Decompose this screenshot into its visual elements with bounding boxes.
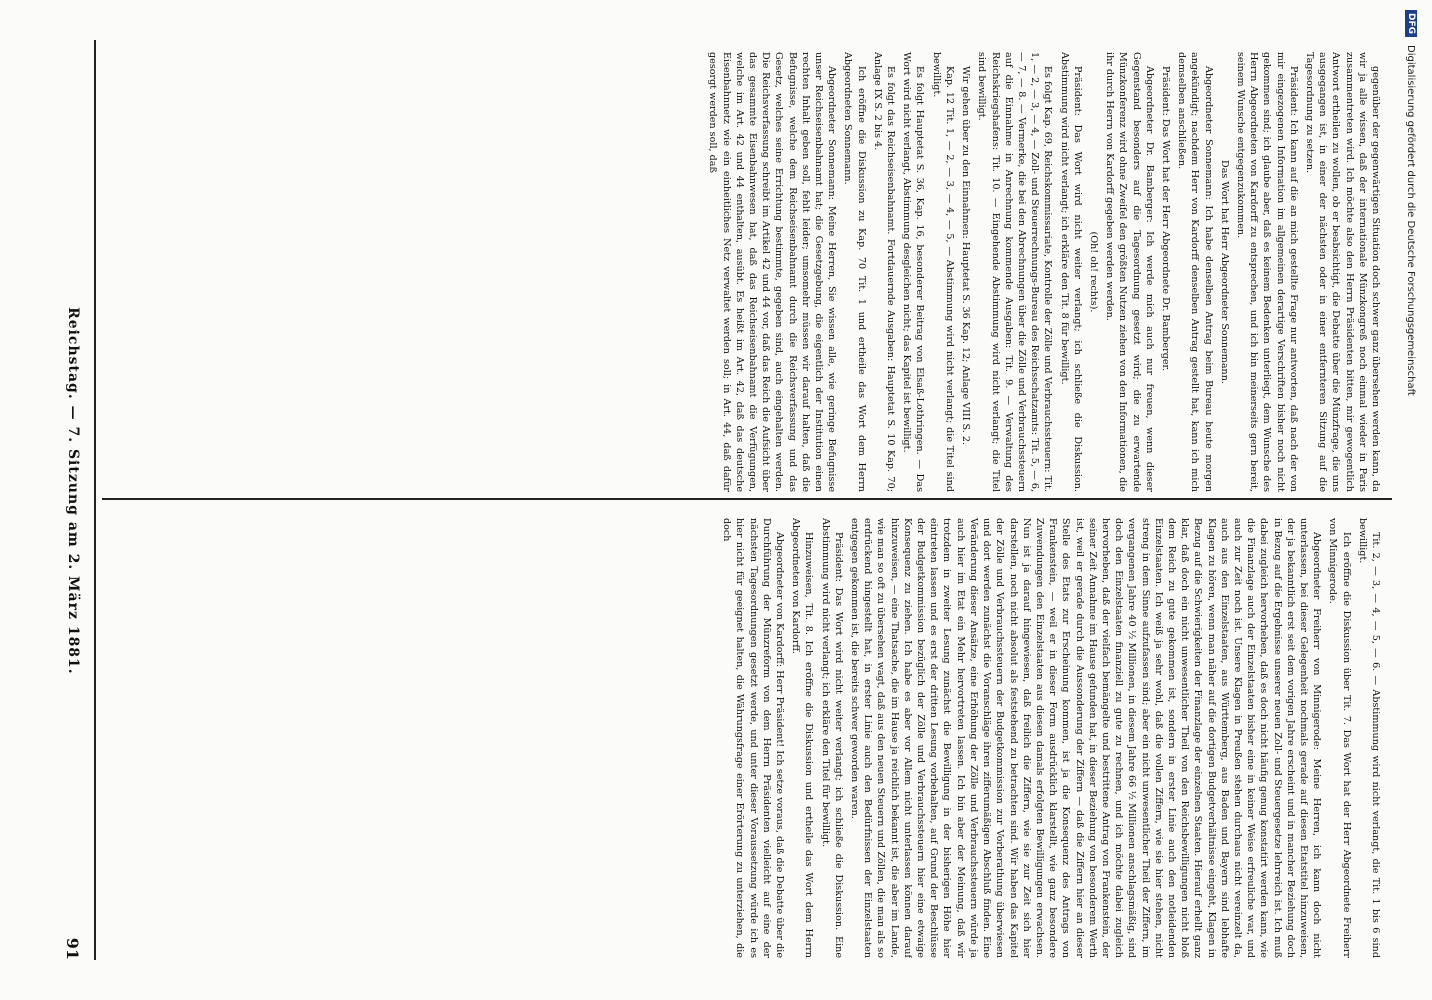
left-column	[110, 52, 1382, 492]
paragraph: Abgeordneter Sonnemann: Meine Herren, Sie wissen alle, wie geringe Befugnisse unser Reichseisenbahnamt hat; die Gesetzgebung, die eigentlich der Institution einen rechten Inhalt geben soll, fehlt leider; umsomehr müssen wir darauf halten, daß die Befugnisse, welche dem Reichseisenbahnamt durch die Reichsverfassung und das Gesetz, welches seine Errichtung bestimmte, gegeben sind, auch eingehalten werden. Die Reichsverfassung schreibt im Artikel 42 und 44 vor, daß das Reich die Aufsicht über das gesammte Eisenbahnwesen hat, daß das Reichseisenbahnamt die Verfügungen, welche im Art. 42 und 44 enthalten, ausübt. Es heißt im Art. 42, daß das deutsche Eisenbahnnetz wie ein einheitliches Netz verwaltet werden soll; in Art. 44, daß dafür gesorgt werden soll, daß	[707, 52, 838, 492]
paragraph: (Oh! oh! rechts).	[1087, 231, 1099, 313]
digitization-credit: Digitalisierung gefördert durch die Deutsche Forschungsgemeinschaft	[1405, 45, 1417, 396]
paragraph: Wir gehen über zu den Einnahmen: Hauptetat S. 36 Kap. 12; Anlage VIII S. 2.	[960, 66, 972, 446]
paragraph: Abgeordneter Dr. Bamberger: Ich werde mich auch nur freuen, wenn dieser Gegenstand besonders auf die Tagesordnung gesetzt wird; die zu erwartende Münzkonferenz wird ohne Zweifel den größten Nutzen ziehen von den Informationen, die ihr durch Herrn von Kardorff gegeben werden werden.	[1104, 52, 1155, 492]
column-divider	[102, 498, 1392, 500]
paragraph: Ich eröffne die Diskussion über Tit. 7. Das Wort hat der Herr Abgeordnete Freiherr von Minnigerode.	[1327, 518, 1352, 958]
paragraph: Präsident: Das Wort wird nicht weiter verlangt; ich schließe die Diskussion. Abstimmung wird nicht verlangt; ich erkläre den Tit. 8 für bewilligt.	[1058, 52, 1083, 492]
paragraph: Es folgt Hauptetat S. 36, Kap. 16, besonderer Beitrag von Elsaß-Lothringen. — Das Wort wird nicht verlangt, Abstimmung desgleichen nicht; das Kapitel ist bewilligt.	[901, 52, 926, 492]
paragraph: Präsident: Das Wort hat der Herr Abgeordnete Dr. Bamberger.	[1159, 66, 1171, 372]
paragraph: Tit. 2, — 3, — 4, — 5, — 6. — Abstimmung wird nicht verlangt, die Tit. 1 bis 6 sind bewilligt.	[1356, 518, 1381, 958]
page-number: 91	[63, 937, 83, 960]
paragraph: Ich eröffne die Diskussion zu Kap. 70 Tit. 1 und ertheile das Wort dem Herrn Abgeordneten Sonnemann.	[842, 52, 867, 492]
page-header	[56, 44, 90, 960]
paragraph: Abgeordneter von Kardorff: Herr Präsident! Ich setze voraus, daß die Debatte über die Durchführung der Münzreform von dem Herrn Präsidenten vielleicht auf eine der nächsten Tagesordnungen gesetzt werde, und unter dieser Voraussetzung würde ich es hier nicht für geeignet halten, die Währungsfrage einer Erörterung zu unterziehen, die doch	[721, 518, 786, 958]
scan-footer	[1400, 0, 1422, 1000]
header-title: Reichstag. — 7. Sitzung am 2. März 1881.	[65, 307, 81, 675]
paragraph: Präsident: Das Wort wird nicht weiter verlangt; ich schließe die Diskussion. Eine Abstimmung wird nicht verlangt; ich erkläre den Titel für bewilligt.	[819, 518, 844, 958]
paragraph: Das Wort hat Herr Abgeordneter Sonnemann.	[1218, 160, 1230, 384]
paragraph: Es folgt Kap. 69, Reichskommissariate, Kontrolle der Zölle und Verbrauchssteuern: Tit. 1, — 2, — 3, — 4, — Zoll- und Steuerrechnungs-Bureau des Reichsschatzamts: Tit. 5, — 6, — 7, — 8. — Vermerke, die bei den Abrechnungen über die Zölle und Verbrauchssteuern auf die Einnahme in Anrechnung kommende Ausgaben: Tit. 9. — Verwaltung des Reichskriegshafens: Tit. 10. — Eingehende Abstimmung wird nicht verlangt; die Titel sind bewilligt.	[976, 52, 1054, 492]
paragraph: Präsident: Ich kann auf die an mich gestellte Frage nur antworten, daß nach der von mir eingezogenen Information im allgemeinen derartige Verschriften bisher noch nicht gekommen sind; ich glaube aber, daß es keinem Bedenken unterliegt, dem Wunsche des Herrn Abgeordneten von Kardorff zu entsprechen, und ich bin meinerseits gern bereit, seinem Wunsche entgegenzukommen.	[1234, 52, 1299, 492]
paragraph: Kap. 12 Tit. 1, — 2, — 3, — 4, — 5, — Abstimmung wird nicht verlangt; die Titel sind bewilligt.	[930, 52, 955, 492]
paragraph: gegenüber der gegenwärtigen Situation doch schwer ganz übersehen werden kann, da wir ja alle wissen, daß der internationale Münzkongreß noch einmal wieder in Paris zusammentreten wird. Ich möchte also den Herrn Präsidenten bitten, mir gewogentlich Antwort ertheilen zu wollen, ob er beabsichtigt, die Debatte über die Münzfrage, die uns ausgegangen ist, in einer der nächsten oder in einer entfernteren Sitzung auf die Tagesordnung zu setzen.	[1303, 52, 1381, 492]
dfg-logo: DFG	[1405, 10, 1417, 37]
right-column	[110, 518, 1382, 958]
header-rule	[94, 40, 96, 960]
paragraph: Abgeordneter Sonnemann: Ich habe denselben Antrag beim Bureau heute morgen angekündigt; nachdem Herr von Kardorff denselben Antrag gestellt hat, kann ich mich demselben anschließen.	[1176, 52, 1214, 492]
paragraph: Es folgt das Reichseisenbahnamt. Fortdauernde Ausgaben: Hauptetat S. 10 Kap. 70; Anlage IX S. 2 bis 4.	[871, 52, 897, 492]
paragraph: Abgeordneter Freiherr von Minnigerode: Meine Herren, ich kann doch nicht unterlassen, bei dieser Gelegenheit nochmals gerade auf diesen Etatstitel hinzuweisen, der ja bekanntlich erst seit dem vorigen Jahre erscheint und in mancher Beziehung doch in Bezug auf die Ergebnisse unserer neuen Zoll- und Steuergesetze lehrreich ist. Ich muß dabei zugleich hervorheben, daß es doch nicht häufig genug konstatirt werden kann, wie die Finanzlage auch der Einzelstaaten bisher eine in keiner Weise erfreuliche war, und auch zur Zeit noch ist. Unsere Klagen in Preußen stehen durchaus nicht vereinzelt da, auch aus den Einzelstaaten, aus Württemberg, aus Baden und Bayern sind lebhafte Klagen zu hören, wenn man näher auf die dortigen Budgetverhältnisse eingeht, Klagen in Bezug auf die Schwierigkeiten der Finanzlage der einzelnen Staaten. Hierauf erhellt ganz klar, daß doch ein nicht unwesentlicher Theil von den Reichsbewilligungen nicht bloß dem Reich zu gute gekommen ist, sondern in erster Linie auch den notleidenden Einzelstaaten. Ich weiß ja sehr wohl, daß die vollen Ziffern, wie sie hier stehen, nicht streng in dem Sinne aufzufassen sind; aber ein nicht unwesentlicher Theil der Ziffern, im vergangenen Jahre 40 ½ Millionen, in diesem Jahre 66 ½ Millionen anschlagsmäßig, sind doch den Einzelstaaten finanziell zu gute zu rechnen, und ich möchte dabei zugleich hervorheben, daß der vielfach bemängelte und bestrittene Antrag von Frankenstein, der seiner Zeit Annahme im Hause gefunden hat, in dieser Beziehung von besonderem Werth ist, weil er gerade durch die Aussonderung der Ziffern — daß die Ziffern hier an dieser Stelle des Etats zur Erscheinung kommen, ist ja die Konsequenz des Antrags von Frankenstein, — weil er in dieser Form ausdrücklich klarstellt, wie ganz besondere Zuwendungen den Einzelstaaten aus diesen damals erfolgten Bewilligungen erwachsen. Nun ist ja darauf hingewiesen, daß freilich die Ziffern, wie sie zur Zeit sich hier darstellen, noch nicht absolut als feststehend zu betrachten sind. Wir haben das Kapitel der Zölle und Verbrauchssteuern der Budgetkommission zur Vorberathung überwiesen und dort werden zunächst die Voranschläge ihren zifferumäßigen Abschluß finden. Eine Veränderung dieser Ansätze, eine Erhöhung der Zölle und Verbrauchssteuern würde ja auch hier im Etat ein Mehr hervortreten lassen. Ich bin aber der Meinung, daß wir trotzdem in zweiter Lesung zunächst die Bewilligung in der bisherigen Höhe hier eintreten lassen und es erst der dritten Lesung vorbehalten, auf Grund der Beschlüsse der Budgetkommission bezüglich der Zölle und Verbrauchssteuern hier eine etwaige Konsequenz zu ziehen. Ich habe es aber vor Allem nicht unterlassen können darauf hinzuweisen, — eine Thatsache, die im Hause ja reichlich bekannt ist, die aber im Lande, wie man so oft zu übersehen wagt, daß aus den neuen Steuern und Zöllen, die man als so erdrückend hingestellt hat, in erster Linie auch den Bedürfnissen der Einzelstaaten entgegen gekommen ist, die bereits schwer geworden waren.	[849, 518, 1323, 958]
paragraph: Hinzuweisen, Tit. 8. Ich eröffne die Diskussion und ertheile das Wort dem Herrn Abgeordneten von Kardorff.	[790, 518, 815, 958]
